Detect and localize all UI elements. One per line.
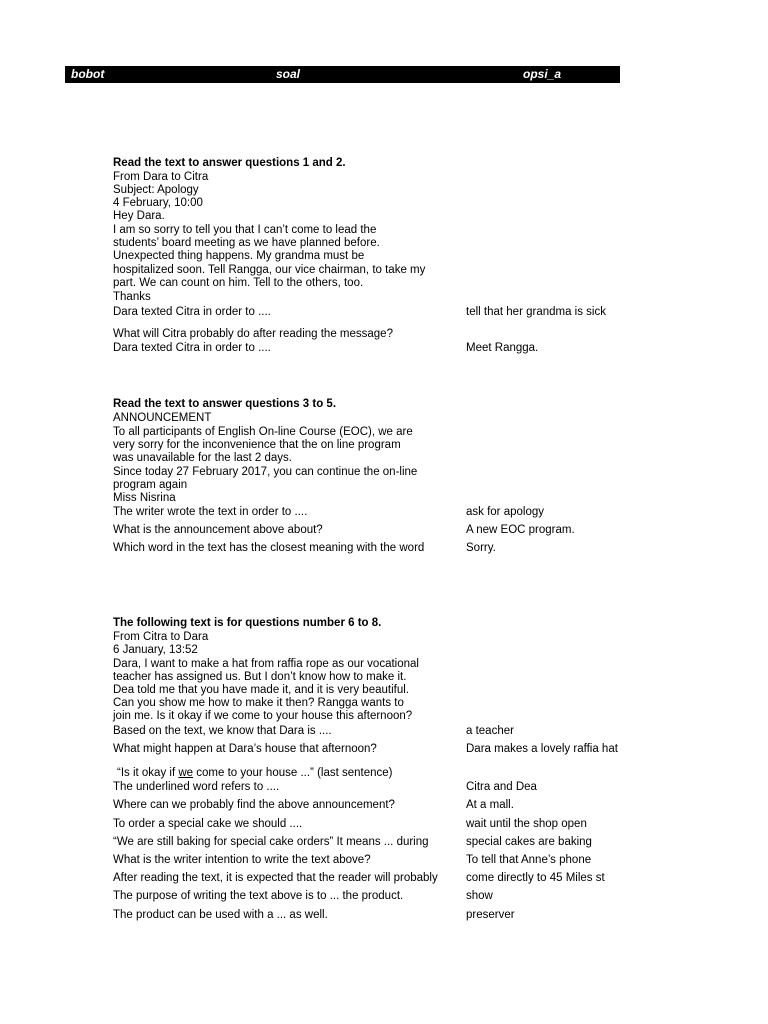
- passage-line: To all participants of English On-line Course (EOC), we are: [113, 426, 413, 438]
- question-cell: The purpose of writing the text above is to ... the product.: [113, 890, 404, 902]
- passage-line: students’ board meeting as we have planned before.: [113, 237, 380, 249]
- passage-line: 4 February, 10:00: [113, 197, 203, 209]
- passage-line: Unexpected thing happens. My grandma must be: [113, 250, 365, 262]
- question-row[interactable]: [0, 724, 620, 738]
- question-cell: The product can be used with a ... as well.: [113, 909, 328, 921]
- passage-line: Subject: Apology: [113, 184, 199, 196]
- question-row[interactable]: [0, 341, 620, 355]
- answer-cell: come directly to 45 Miles st: [466, 872, 605, 884]
- passage-line: From Citra to Dara: [113, 631, 209, 643]
- passage-line: Dara, I want to make a hat from raffia rope as our vocational: [113, 658, 419, 670]
- passage-line: join me. Is it okay if we come to your house this afternoon?: [113, 710, 413, 722]
- answer-cell: show: [466, 890, 493, 902]
- question-cell: The writer wrote the text in order to ....: [113, 506, 308, 518]
- passage-line: Thanks: [113, 291, 151, 303]
- column-header-bar: [65, 66, 620, 83]
- question-row[interactable]: [0, 889, 620, 903]
- answer-cell: special cakes are baking: [466, 836, 592, 848]
- answer-cell: At a mall.: [466, 799, 514, 811]
- answer-cell: Citra and Dea: [466, 781, 537, 793]
- answer-cell: Sorry.: [466, 542, 496, 554]
- question-cell: Based on the text, we know that Dara is ....: [113, 725, 332, 737]
- question-cell: What is the writer intention to write the text above?: [113, 854, 371, 866]
- question-cell: Which word in the text has the closest meaning with the word: [113, 542, 425, 554]
- passage-line: I am so sorry to tell you that I can’t come to lead the: [113, 224, 377, 236]
- question-row[interactable]: [0, 817, 620, 831]
- answer-cell: A new EOC program.: [466, 524, 575, 536]
- passage-line: part. We can count on him. Tell to the others, too.: [113, 277, 364, 289]
- underlined-word: we: [178, 767, 194, 779]
- question-row[interactable]: [0, 505, 620, 519]
- question-cell: After reading the text, it is expected that the reader will probably: [113, 872, 438, 884]
- question-cell: To order a special cake we should ....: [113, 818, 303, 830]
- question-stem: What will Citra probably do after reading the message?: [113, 328, 393, 340]
- question-cell: The underlined word refers to ....: [113, 781, 280, 793]
- header-bobot: bobot: [71, 67, 105, 81]
- quote-start: “Is it okay if: [117, 767, 179, 779]
- passage-line: Since today 27 February 2017, you can continue the on-line: [113, 466, 418, 478]
- passage-line: teacher has assigned us. But I don’t know how to make it.: [113, 671, 407, 683]
- question-row[interactable]: [0, 853, 620, 867]
- question-row[interactable]: [0, 798, 620, 812]
- answer-cell: wait until the shop open: [466, 818, 587, 830]
- question-row[interactable]: [0, 742, 620, 756]
- answer-cell: Meet Rangga.: [466, 342, 539, 354]
- question-row[interactable]: [0, 835, 620, 849]
- passage-line: program again: [113, 479, 188, 491]
- question-cell: “We are still baking for special cake orders” It means ... during: [113, 836, 429, 848]
- header-opsi-a: opsi_a: [523, 67, 562, 81]
- answer-cell: tell that her grandma is sick: [466, 306, 606, 318]
- passage-line: Miss Nisrina: [113, 492, 176, 504]
- passage-line: ANNOUNCEMENT: [113, 412, 212, 424]
- answer-cell: ask for apology: [466, 506, 544, 518]
- passage-line: Can you show me how to make it then? Rangga wants to: [113, 697, 404, 709]
- answer-cell: a teacher: [466, 725, 514, 737]
- passage-line: was unavailable for the last 2 days.: [113, 452, 292, 464]
- question-cell: What is the announcement above about?: [113, 524, 323, 536]
- passage-line: very sorry for the inconvenience that the on line program: [113, 439, 401, 451]
- question-cell: Dara texted Citra in order to ....: [113, 342, 271, 354]
- answer-cell: To tell that Anne’s phone: [466, 854, 592, 866]
- answer-cell: Dara makes a lovely raffia hat: [466, 743, 618, 755]
- quote-end: come to your house ...” (last sentence): [193, 767, 393, 779]
- question-row[interactable]: [0, 523, 620, 537]
- question-stem: [117, 767, 393, 780]
- passage-line: hospitalized soon. Tell Rangga, our vice chairman, to take my: [113, 264, 426, 276]
- header-soal: soal: [276, 67, 301, 81]
- passage-line: 6 January, 13:52: [113, 644, 198, 656]
- question-row[interactable]: [0, 908, 620, 922]
- passage-heading: Read the text to answer questions 3 to 5.: [113, 398, 337, 410]
- passage-line: Hey Dara.: [113, 210, 165, 222]
- passage-heading: Read the text to answer questions 1 and 2.: [113, 157, 346, 169]
- question-row[interactable]: [0, 871, 620, 885]
- question-row[interactable]: [0, 305, 620, 319]
- answer-cell: preserver: [466, 909, 515, 921]
- passage-heading: The following text is for questions number 6 to 8.: [113, 617, 382, 629]
- question-cell: What might happen at Dara’s house that afternoon?: [113, 743, 377, 755]
- question-cell: Dara texted Citra in order to ....: [113, 306, 271, 318]
- question-row[interactable]: [0, 541, 620, 555]
- passage-line: Dea told me that you have made it, and it is very beautiful.: [113, 684, 409, 696]
- passage-line: From Dara to Citra: [113, 171, 209, 183]
- question-cell: Where can we probably find the above announcement?: [113, 799, 395, 811]
- question-row[interactable]: [0, 780, 620, 794]
